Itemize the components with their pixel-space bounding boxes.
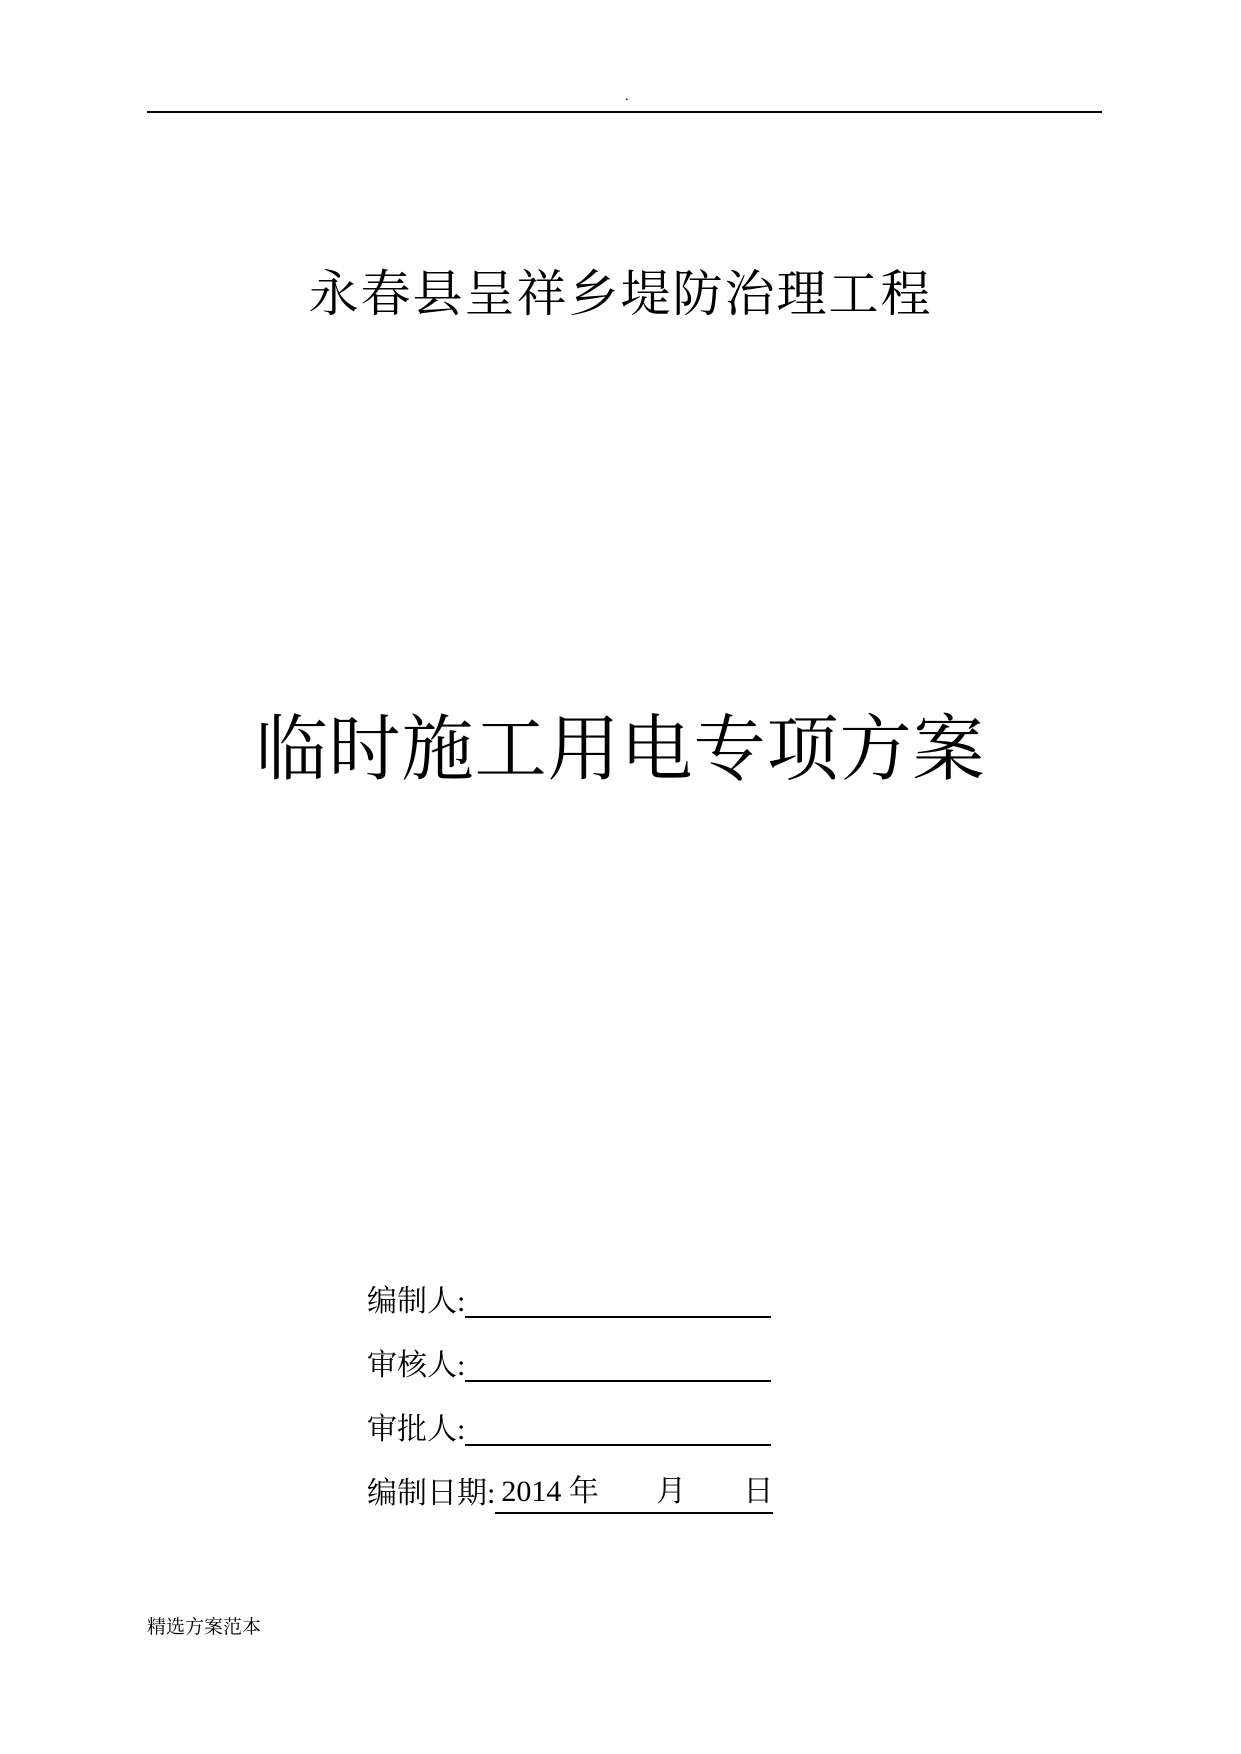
approver-label: 审批人:: [367, 1413, 466, 1446]
reviewer-blank[interactable]: [465, 1344, 771, 1382]
signature-row-reviewer: [367, 1322, 787, 1386]
signature-block: [367, 1258, 787, 1514]
date-day-unit: 日: [743, 1475, 774, 1508]
reviewer-label: 审核人:: [367, 1349, 466, 1382]
date-month-unit: 月: [656, 1475, 687, 1508]
footer-text: 精选方案范本: [147, 1617, 262, 1638]
date-field[interactable]: [495, 1472, 773, 1514]
date-year-unit: 年: [568, 1475, 599, 1508]
date-label: 编制日期:: [367, 1477, 496, 1510]
approver-blank[interactable]: [465, 1408, 771, 1446]
date-year: 2014: [501, 1475, 562, 1508]
header-mark: .: [625, 89, 629, 104]
date-row: [367, 1450, 787, 1514]
plan-title: 临时施工用电专项方案: [255, 707, 986, 791]
compiler-blank[interactable]: [465, 1280, 771, 1318]
signature-row-compiler: [367, 1258, 787, 1322]
date-year-group: [501, 1472, 599, 1512]
project-title: 永春县呈祥乡堤防治理工程: [308, 265, 933, 323]
compiler-label: 编制人:: [367, 1285, 466, 1318]
signature-row-approver: [367, 1386, 787, 1450]
header-rule: [147, 111, 1102, 113]
